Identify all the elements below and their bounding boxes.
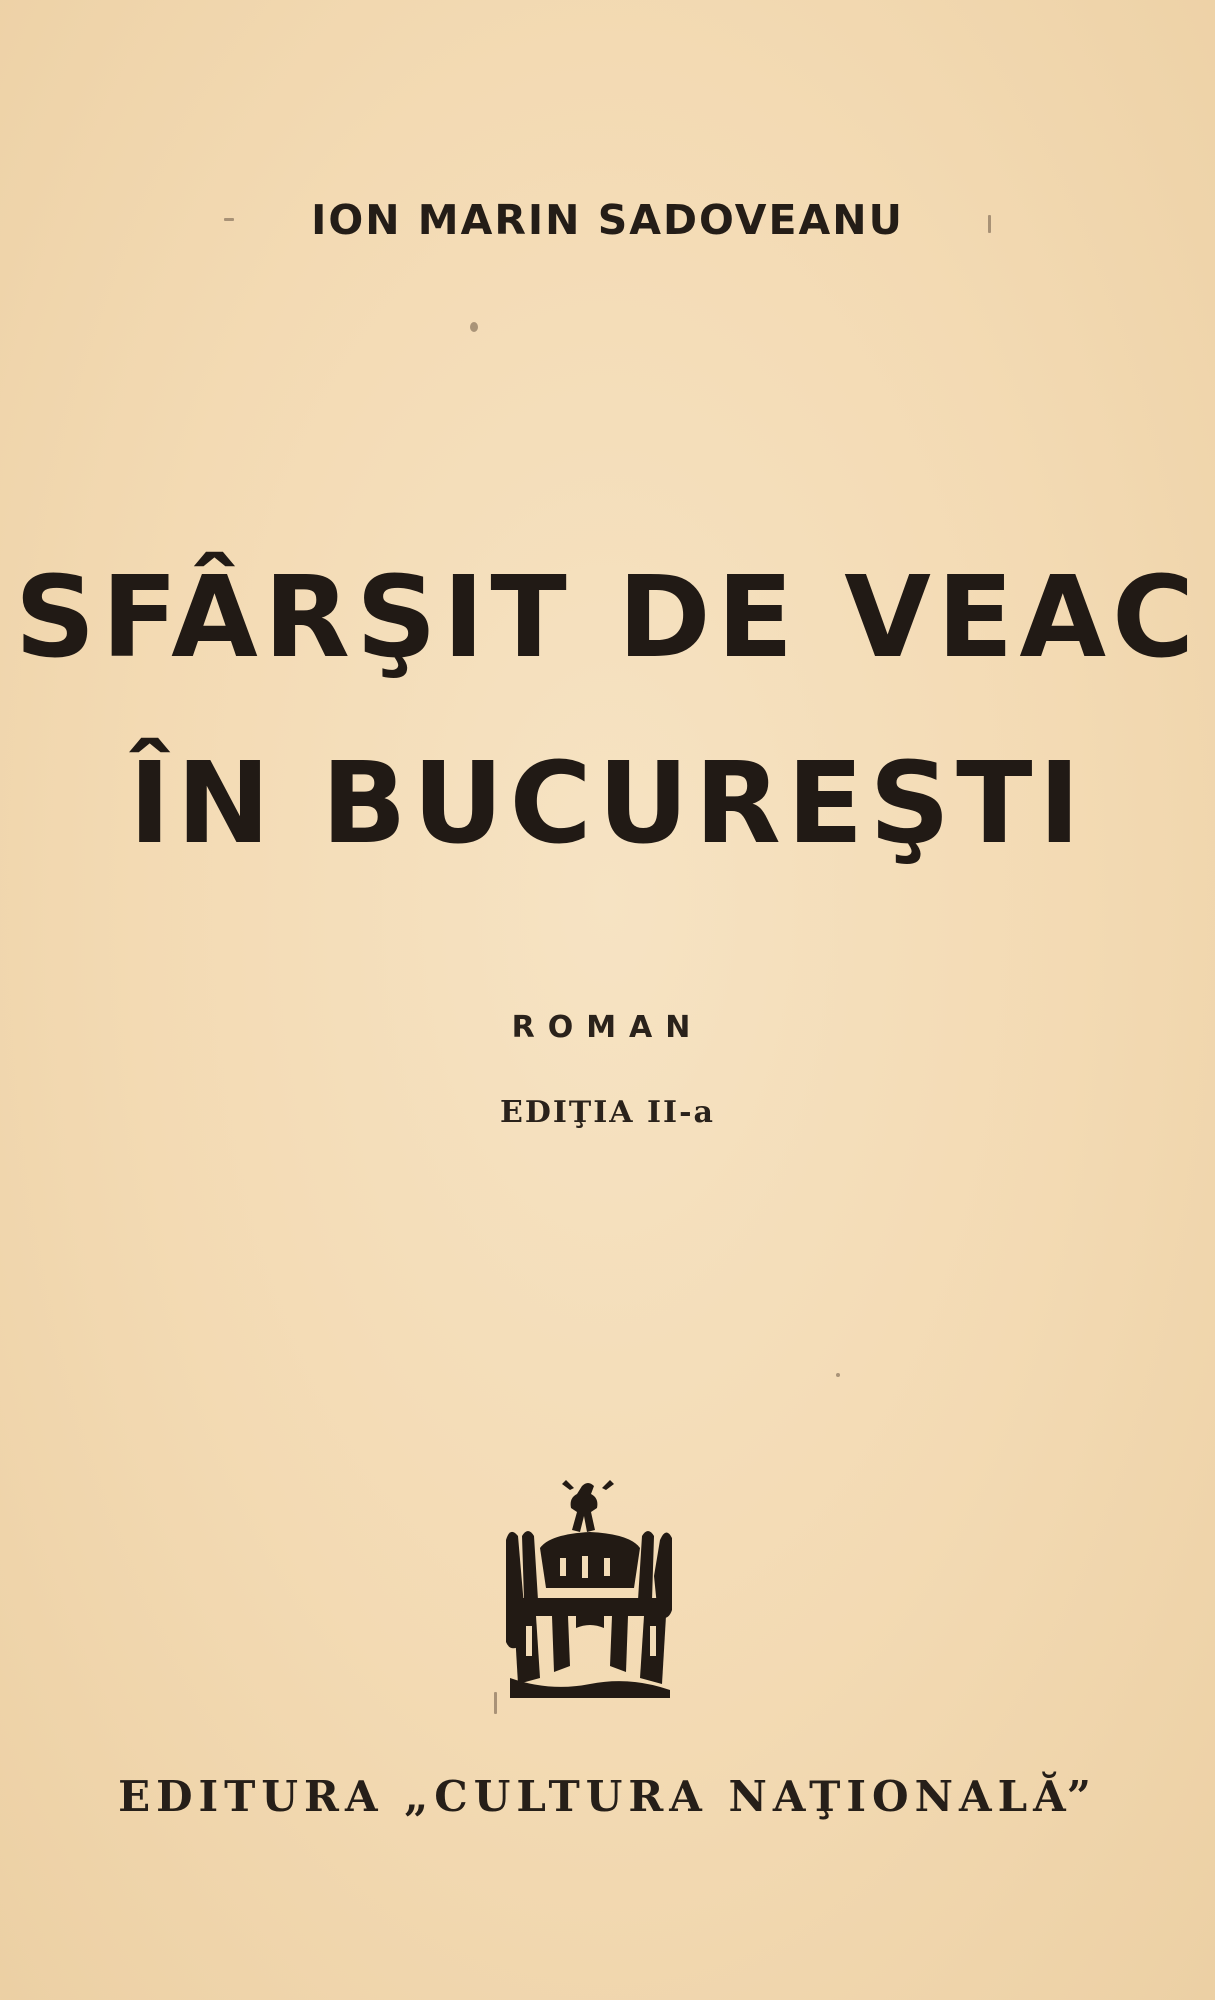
- publisher-logo-icon: [500, 1478, 680, 1698]
- author-name: ION MARIN SADOVEANU: [311, 196, 904, 244]
- genre-label: ROMAN: [511, 1010, 704, 1045]
- paper-speck: [494, 1692, 497, 1714]
- paper-speck: [470, 322, 478, 332]
- publisher-name: EDITURA „CULTURA NAŢIONALĂ”: [118, 1772, 1097, 1821]
- book-title-line-2: ÎN BUCUREŞTI: [128, 739, 1087, 869]
- paper-speck: [836, 1373, 840, 1377]
- edition-label: EDIŢIA II-a: [500, 1095, 715, 1130]
- book-title-line-1: SFÂRŞIT DE VEAC: [14, 553, 1201, 683]
